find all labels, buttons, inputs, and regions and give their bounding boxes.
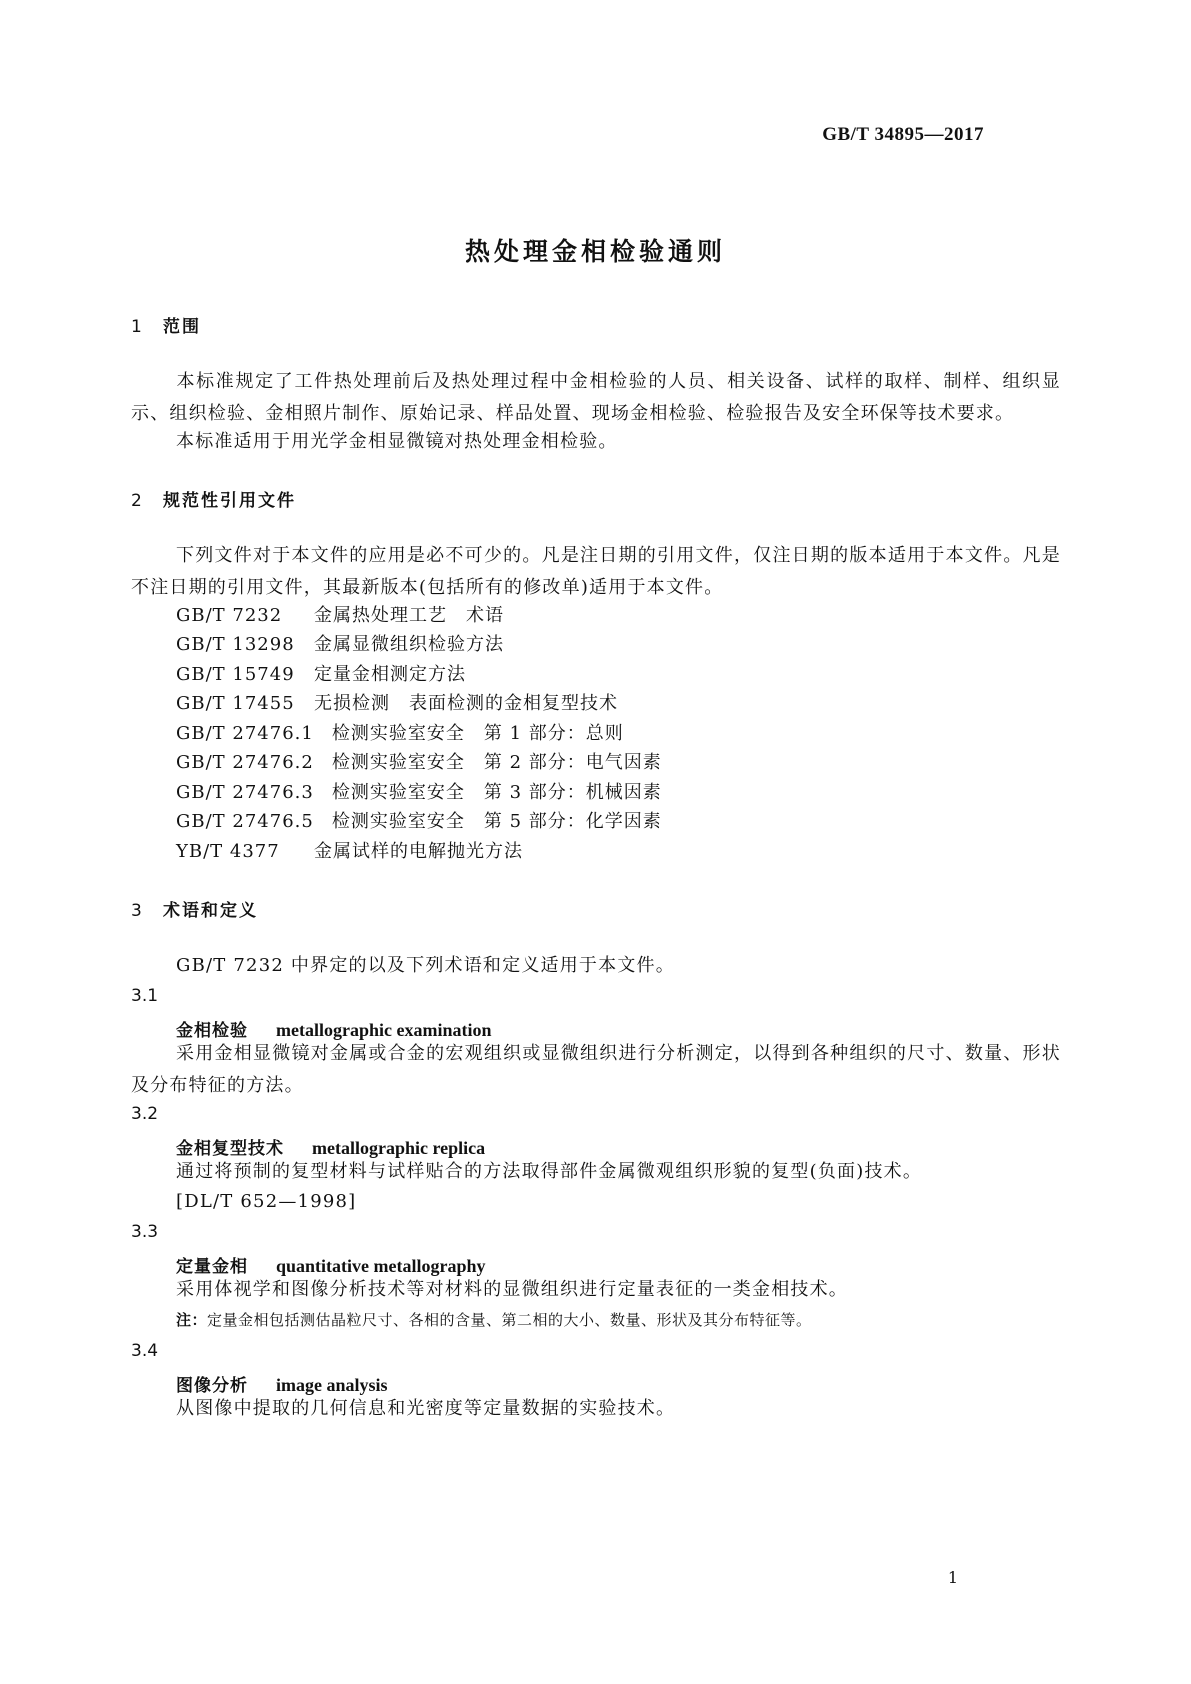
reference-title: 检测实验室安全 第 3 部分：机械因素: [331, 782, 662, 803]
reference-title: 检测实验室安全 第 2 部分：电气因素: [331, 752, 662, 773]
reference-item: [176, 718, 624, 750]
section-heading-scope: [131, 312, 201, 337]
reference-item: [176, 600, 504, 632]
reference-title: 检测实验室安全 第 5 部分：化学因素: [331, 811, 662, 832]
term-zh: 定量金相: [176, 1257, 248, 1277]
term-definition: 采用体视学和图像分析技术等对材料的显微组织进行定量表征的一类金相技术。: [176, 1279, 848, 1300]
section-heading-normative-references: [131, 486, 296, 511]
clause-number: 3.3: [131, 1222, 159, 1242]
reference-code: GB/T 27476.2: [176, 752, 314, 773]
reference-title: 检测实验室安全 第 1 部分：总则: [331, 723, 624, 744]
reference-code: GB/T 17455: [176, 693, 295, 714]
term-zh: 图像分析: [176, 1376, 248, 1396]
reference-code: GB/T 7232: [176, 605, 283, 626]
clause-number: 3.4: [131, 1341, 159, 1361]
term-definition: 从图像中提取的几何信息和光密度等定量数据的实验技术。: [176, 1398, 676, 1419]
note-text: 定量金相包括测估晶粒尺寸、各相的含量、第二相的大小、数量、形状及其分布特征等。: [207, 1311, 812, 1329]
clause-number: 3.2: [131, 1104, 159, 1124]
terms-intro: GB/T 7232 中界定的以及下列术语和定义适用于本文件。: [176, 955, 675, 976]
reference-item: [176, 747, 662, 779]
standard-number: GB/T 34895—2017: [822, 124, 984, 145]
scope-paragraph-2: 本标准适用于用光学金相显微镜对热处理金相检验。: [176, 431, 618, 452]
reference-code: YB/T 4377: [176, 841, 280, 862]
definition-text: 采用金相显微镜对金属或合金的宏观组织或显微组织进行分析测定，以得到各种组织的尺寸、数量、形状及分布特征的方法。: [131, 1043, 1061, 1096]
term-definition: [131, 1038, 1061, 1102]
note-label: 注：: [176, 1311, 208, 1329]
reference-item: [176, 806, 662, 838]
term-en: image analysis: [276, 1375, 388, 1395]
reference-title: 金属热处理工艺 术语: [314, 605, 504, 626]
section-number: 2: [131, 491, 142, 511]
clause-number: 3.1: [131, 986, 159, 1006]
term-zh: 金相复型技术: [176, 1139, 284, 1159]
reference-title: 无损检测 表面检测的金相复型技术: [314, 693, 618, 714]
reference-item: [176, 836, 523, 868]
document-title: 热处理金相检验通则: [464, 237, 726, 266]
reference-code: GB/T 13298: [176, 634, 295, 655]
term-note: [176, 1309, 812, 1330]
paragraph-text: 本标准规定了工件热处理前后及热处理过程中金相检验的人员、相关设备、试样的取样、制样、组织显示、组织检验、金相照片制作、原始记录、样品处置、现场金相检验、检验报告及安全环保等技术要求。: [131, 371, 1061, 424]
term-zh: 金相检验: [176, 1021, 248, 1041]
reference-item: [176, 629, 504, 661]
term-en: metallographic replica: [312, 1138, 486, 1158]
section-heading-terms-definitions: [131, 896, 258, 921]
reference-title: 金属试样的电解抛光方法: [314, 841, 523, 862]
reference-code: GB/T 27476.1: [176, 723, 314, 744]
section-number: 3: [131, 901, 142, 921]
term-en: metallographic examination: [276, 1020, 492, 1040]
term-definition: 通过将预制的复型材料与试样贴合的方法取得部件金属微观组织形貌的复型(负面)技术。: [176, 1161, 923, 1182]
paragraph-text: 下列文件对于本文件的应用是必不可少的。凡是注日期的引用文件，仅注日期的版本适用于本文件。凡是不注日期的引用文件，其最新版本(包括所有的修改单)适用于本文件。: [131, 545, 1061, 598]
reference-item: [176, 777, 662, 809]
section-title: 范围: [163, 317, 201, 337]
reference-item: [176, 659, 466, 691]
references-intro-paragraph: [131, 540, 1061, 604]
term-source: [DL/T 652—1998]: [176, 1191, 357, 1212]
section-number: 1: [131, 317, 142, 337]
term-en: quantitative metallography: [276, 1256, 486, 1276]
reference-item: [176, 688, 618, 720]
reference-title: 定量金相测定方法: [314, 664, 466, 685]
scope-paragraph-1: [131, 366, 1061, 430]
reference-code: GB/T 27476.5: [176, 811, 314, 832]
page-number: 1: [947, 1568, 958, 1587]
reference-code: GB/T 15749: [176, 664, 295, 685]
section-title: 术语和定义: [163, 901, 258, 921]
reference-code: GB/T 27476.3: [176, 782, 314, 803]
reference-title: 金属显微组织检验方法: [314, 634, 504, 655]
section-title: 规范性引用文件: [163, 491, 296, 511]
